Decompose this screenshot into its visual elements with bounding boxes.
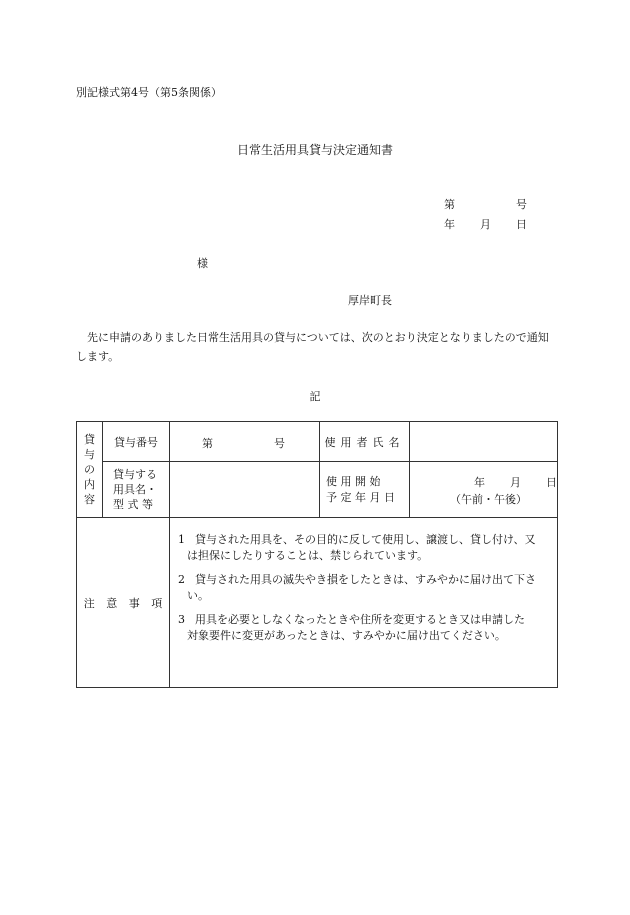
table-row bbox=[77, 422, 558, 462]
loan-details-table bbox=[76, 421, 558, 688]
equipment-value bbox=[170, 462, 320, 518]
start-date-label: 使 用 開 始 予 定 年 月 日 bbox=[320, 462, 410, 518]
notice-body: 先に申請のありました日常生活用具の貸与については、次のとおり決定となりましたので通知します。 bbox=[76, 331, 549, 363]
number-prefix: 第 bbox=[444, 198, 455, 211]
notes-label: 注 意 事 項 bbox=[77, 518, 170, 688]
notes-list bbox=[170, 518, 558, 688]
note-item: 3 用具を必要としなくなったときや住所を変更するとき又は申請した 対象要件に変更があったときは、すみやかに届け出てください。 bbox=[178, 613, 525, 642]
note-item: 2 貸与された用具の滅失やき損をしたときは、すみやかに届け出て下さ い。 bbox=[178, 573, 536, 602]
user-name-value bbox=[410, 422, 558, 462]
document-title: 日常生活用具貸与決定通知書 bbox=[236, 143, 393, 157]
loan-number-label: 貸与番号 bbox=[103, 422, 170, 462]
section-label-loan-contents: 貸 与 の 内 容 bbox=[77, 422, 103, 518]
loan-number-suffix: 号 bbox=[274, 436, 285, 450]
user-name-label: 使用者氏名 bbox=[320, 422, 410, 462]
addressee-honorific: 様 bbox=[197, 257, 208, 270]
form-label: 別記様式第4号（第5条関係） bbox=[76, 86, 222, 99]
document-date bbox=[442, 216, 532, 230]
equipment-label: 貸与する 用具名・ 型 式 等 bbox=[103, 462, 170, 518]
loan-number-value bbox=[170, 422, 320, 462]
start-date-year: 年 bbox=[474, 475, 485, 489]
start-date-value bbox=[410, 462, 558, 518]
note-item: 1 貸与された用具を、その目的に反して使用し、譲渡し、貸し付け、又 は担保にしたりすることは、禁じられています。 bbox=[178, 533, 536, 562]
ki-heading: 記 bbox=[309, 390, 321, 403]
date-year: 年 bbox=[444, 218, 455, 231]
date-day: 日 bbox=[516, 218, 527, 231]
loan-number-prefix: 第 bbox=[202, 436, 213, 450]
start-date-day: 日 bbox=[546, 475, 557, 489]
start-date-ampm: （午前・午後） bbox=[450, 492, 527, 506]
table-row bbox=[77, 518, 558, 688]
date-month: 月 bbox=[480, 218, 491, 231]
start-date-month: 月 bbox=[510, 475, 521, 489]
issuer: 厚岸町長 bbox=[348, 294, 392, 307]
table-row bbox=[77, 462, 558, 518]
document-number bbox=[442, 196, 532, 210]
number-suffix: 号 bbox=[516, 198, 527, 211]
